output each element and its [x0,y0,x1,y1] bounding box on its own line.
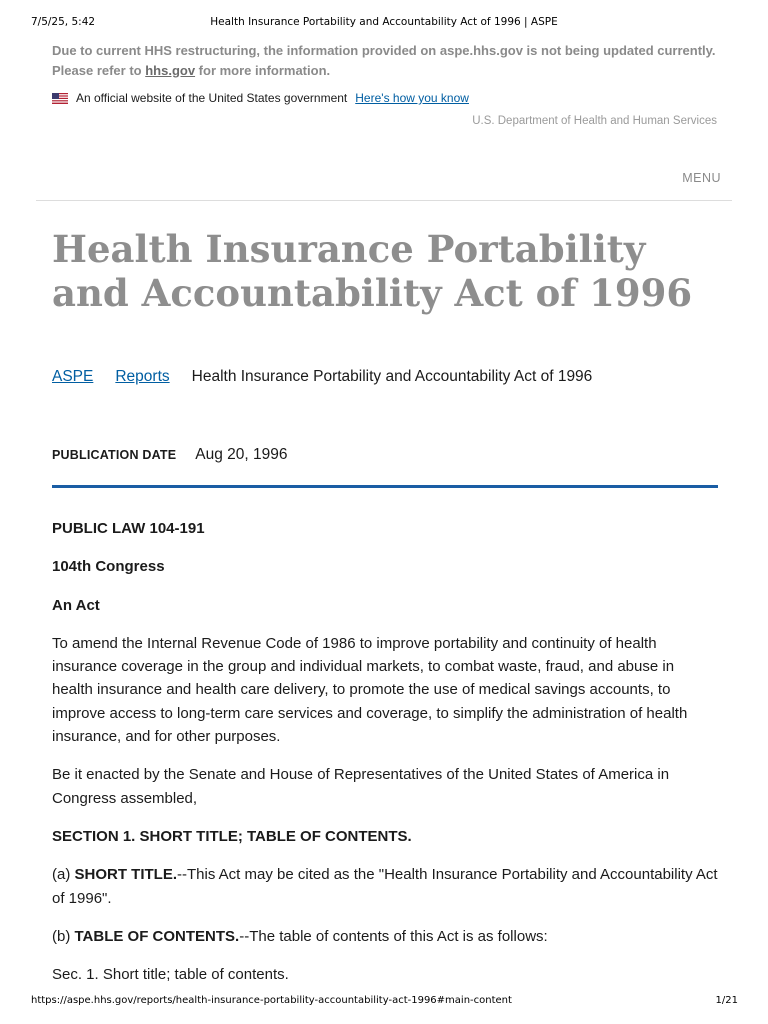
publication-date-value: Aug 20, 1996 [195,446,288,463]
enacting-clause: Be it enacted by the Senate and House of Representatives of the United States of America in Congress assembled, [52,766,670,807]
toc-text: --The table of contents of this Act is as follows: [239,927,548,945]
purpose-paragraph: To amend the Internal Revenue Code of 1986 to improve portability and continuity of health insurance coverage in the group and individual markets, to combat waste, fraud, and abuse in health insurance and health care delivery, to promote the use of medical savings accounts, to improve access to long-term care services and coverage, to simplify the administration of health insurance, and for other purposes. [52,634,688,746]
congress-heading: 104th Congress [52,558,165,576]
notice-text-after: for more information. [195,62,331,78]
publication-date-label: PUBLICATION DATE [52,448,177,462]
hhs-department-link[interactable]: U.S. Department of Health and Human Services [472,115,717,127]
page-title: Health Insurance Portability and Accountability Act of 1996 [52,227,693,315]
print-header [0,16,768,30]
toc-paragraph [52,925,718,948]
breadcrumb-aspe-link[interactable]: ASPE [52,368,94,385]
gov-banner-text: An official website of the United States government [76,91,348,105]
gov-banner [52,90,469,106]
breadcrumb-current: Health Insurance Portability and Accountability Act of 1996 [191,368,593,385]
toc-first-item: Sec. 1. Short title; table of contents. [52,966,289,984]
how-you-know-link[interactable]: Here's how you know [355,91,469,105]
menu-button[interactable]: MENU [682,171,721,185]
restructuring-notice [52,41,738,80]
publication-date-row [52,446,288,464]
short-title-prefix: (a) [52,866,75,884]
main-content [52,517,718,1001]
header-divider [36,200,732,201]
notice-text-before: Due to current HHS restructuring, the information provided on aspe.hhs.gov is not being updated currently. Please refer to [52,43,716,78]
act-heading: An Act [52,596,100,614]
short-title-paragraph [52,863,718,910]
breadcrumb-reports-link[interactable]: Reports [115,368,170,385]
short-title-label: SHORT TITLE. [74,866,177,884]
hhs-gov-link[interactable]: hhs.gov [145,62,196,78]
breadcrumb [52,368,592,386]
toc-label: TABLE OF CONTENTS. [74,927,240,945]
toc-prefix: (b) [52,927,75,945]
section1-heading: SECTION 1. SHORT TITLE; TABLE OF CONTENTS. [52,827,412,845]
print-url: https://aspe.hhs.gov/reports/health-insurance-portability-accountability-act-1996#main-content [31,995,512,1006]
print-page-count: 1/21 [715,995,738,1006]
print-datetime: 7/5/25, 5:42 [31,16,96,28]
public-law-heading: PUBLIC LAW 104-191 [52,520,205,537]
section-divider [52,485,718,488]
short-title-text: --This Act may be cited as the "Health Insurance Portability and Accountability Act of 1996". [52,866,718,907]
us-flag-icon [52,93,68,104]
print-doc-title: Health Insurance Portability and Accountability Act of 1996 | ASPE [210,16,558,28]
